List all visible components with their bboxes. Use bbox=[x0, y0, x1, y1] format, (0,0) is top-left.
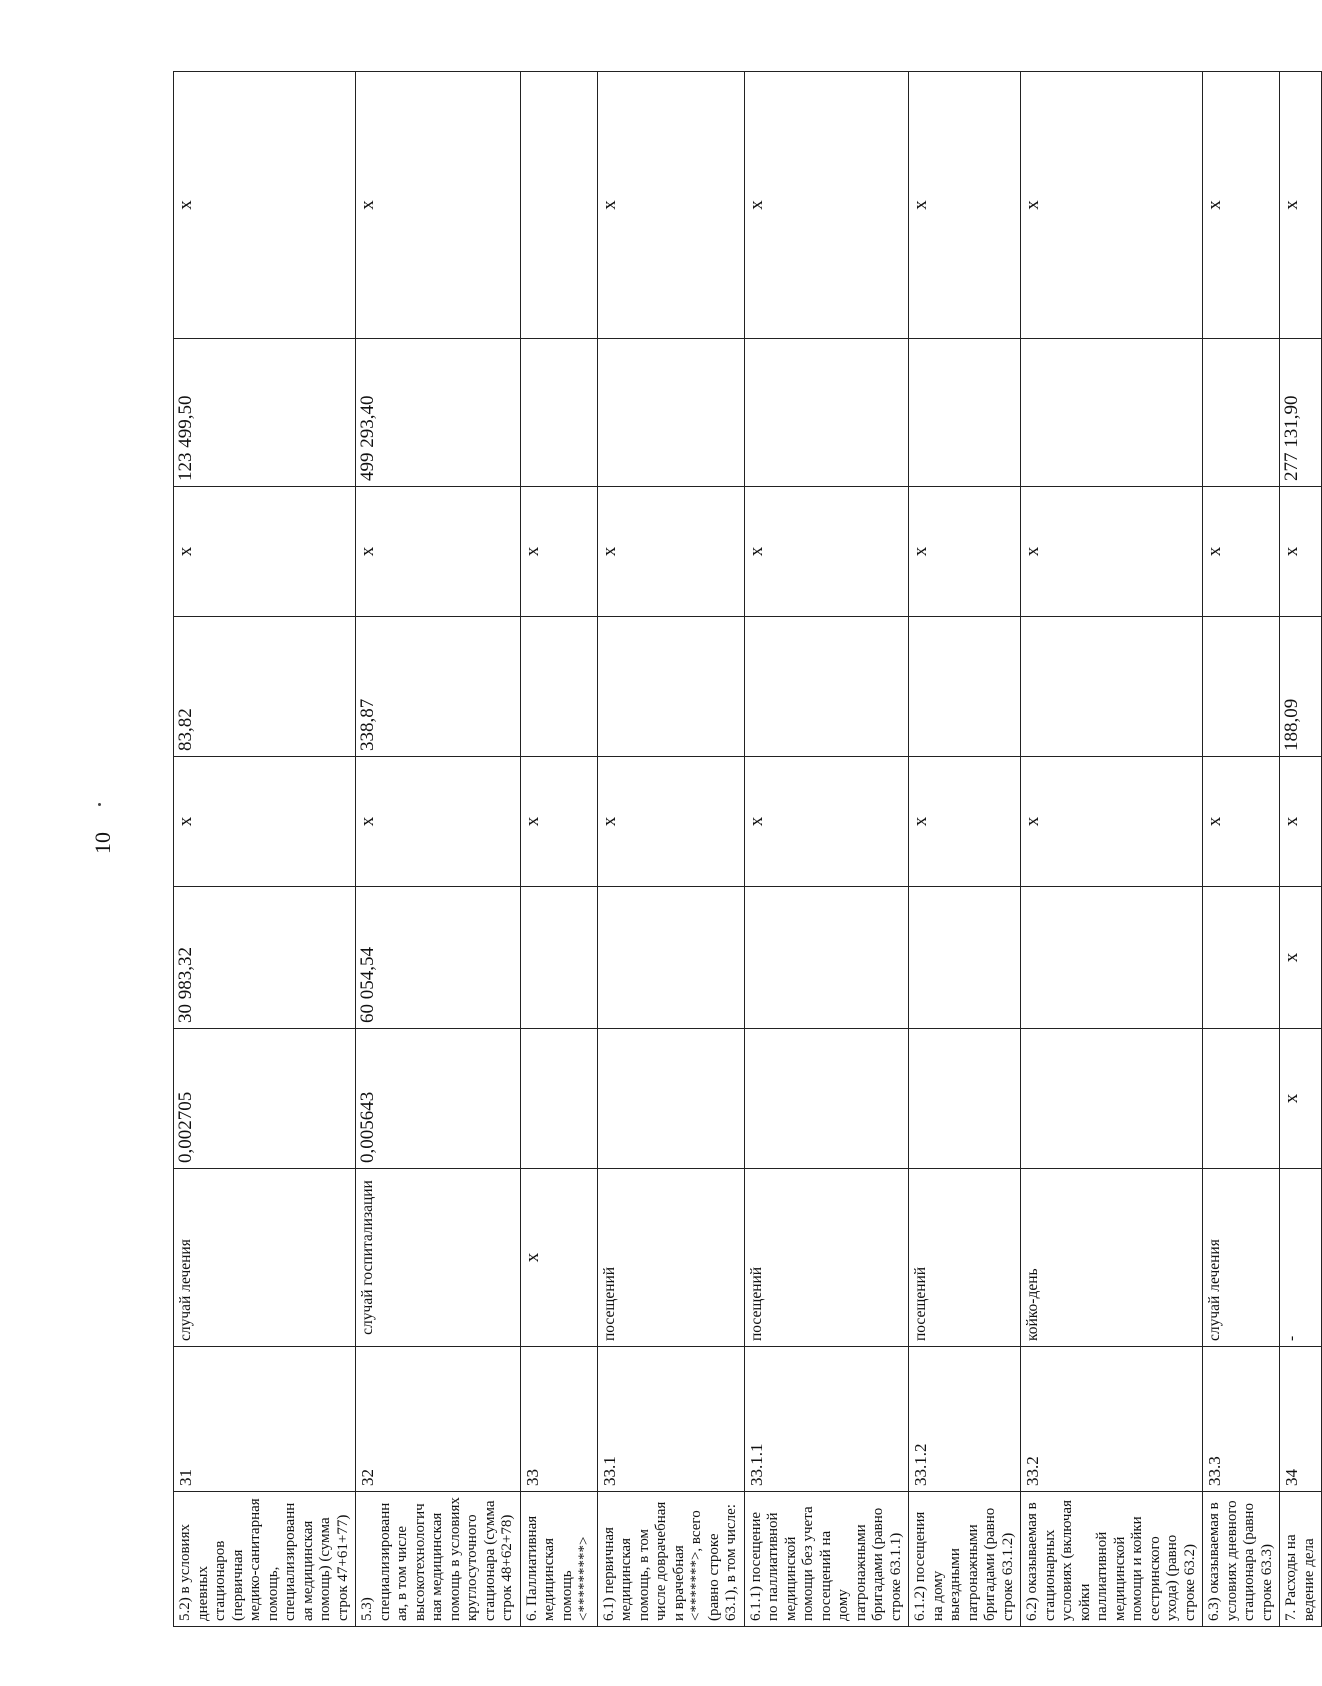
volume-cell bbox=[1021, 1029, 1203, 1169]
share-cell bbox=[520, 72, 597, 339]
volume-cell: х bbox=[1280, 1029, 1322, 1169]
share-cell: х bbox=[174, 72, 356, 339]
table-row bbox=[1021, 72, 1203, 1627]
budget-per-capita-cell: х bbox=[520, 757, 597, 887]
budget-per-capita-cell: х bbox=[1203, 757, 1280, 887]
table-row bbox=[744, 72, 909, 1627]
budget-total-cell: х bbox=[174, 487, 356, 617]
volume-cell: 0,002705 bbox=[174, 1029, 356, 1169]
volume-cell bbox=[744, 1029, 909, 1169]
row-number: 34 bbox=[1280, 1347, 1322, 1492]
budget-per-capita-cell: х bbox=[356, 757, 521, 887]
budget-per-capita-cell: х bbox=[1280, 757, 1322, 887]
unit-cell: случай лечения bbox=[174, 1169, 356, 1347]
share-cell: х bbox=[744, 72, 909, 339]
unit-cell: случай лечения bbox=[1203, 1169, 1280, 1347]
oms-per-capita-cell: 83,82 bbox=[174, 617, 356, 757]
oms-total-cell: 277 131,90 bbox=[1280, 339, 1322, 487]
oms-total-cell: 499 293,40 bbox=[356, 339, 521, 487]
row-number: 33.1 bbox=[597, 1347, 744, 1492]
table-row bbox=[174, 72, 356, 1627]
budget-total-cell: х bbox=[1021, 487, 1203, 617]
row-name: 6. Паллиативная медицинская помощь <*********> bbox=[520, 1492, 597, 1627]
table-row bbox=[520, 72, 597, 1627]
unit-cell: - bbox=[1280, 1169, 1322, 1347]
row-name: 5.2) в условиях дневных стационаров (первичная медико-санитарная помощь, специализированная медицинская помощь) (сумма строк 47+61+77) bbox=[174, 1492, 356, 1627]
oms-total-cell bbox=[597, 339, 744, 487]
cost-cell bbox=[744, 887, 909, 1029]
oms-total-cell bbox=[909, 339, 1021, 487]
volume-cell: 0,005643 bbox=[356, 1029, 521, 1169]
row-number: 33.1.2 bbox=[909, 1347, 1021, 1492]
unit-cell: посещений bbox=[744, 1169, 909, 1347]
volume-cell bbox=[520, 1029, 597, 1169]
oms-total-cell bbox=[744, 339, 909, 487]
row-number: 33.3 bbox=[1203, 1347, 1280, 1492]
share-cell: х bbox=[356, 72, 521, 339]
row-number: 32 bbox=[356, 1347, 521, 1492]
budget-per-capita-cell: х bbox=[744, 757, 909, 887]
row-name: 6.3) оказываемая в условиях дневного стационара (равно строке 63.3) bbox=[1203, 1492, 1280, 1627]
oms-total-cell bbox=[520, 339, 597, 487]
budget-total-cell: х bbox=[597, 487, 744, 617]
row-name: 6.2) оказываемая в стационарных условиях (включая койки паллиативной медицинской помощи и койки сестринского ухода) (равно строке 63.2) bbox=[1021, 1492, 1203, 1627]
table-row bbox=[1203, 72, 1280, 1627]
cost-cell bbox=[520, 887, 597, 1029]
unit-cell: посещений bbox=[597, 1169, 744, 1347]
cost-cell bbox=[1203, 887, 1280, 1029]
row-name: 6.1.2) посещения на дому выездными патронажными бригадами (равно строке 63.1.2) bbox=[909, 1492, 1021, 1627]
row-name: 5.3) специализированная, в том числе высокотехнологичная медицинская помощь в условиях круглосуточного стационара (сумма строк 48+62+78) bbox=[356, 1492, 521, 1627]
volume-cell bbox=[909, 1029, 1021, 1169]
oms-total-cell bbox=[1021, 339, 1203, 487]
table-row bbox=[356, 72, 521, 1627]
cost-cell: 30 983,32 bbox=[174, 887, 356, 1029]
budget-total-cell: х bbox=[520, 487, 597, 617]
budget-total-cell: х bbox=[909, 487, 1021, 617]
share-cell: х bbox=[1203, 72, 1280, 339]
budget-per-capita-cell: х bbox=[597, 757, 744, 887]
oms-per-capita-cell bbox=[1203, 617, 1280, 757]
table-container bbox=[173, 72, 1317, 1627]
row-number: 33 bbox=[520, 1347, 597, 1492]
cost-cell bbox=[909, 887, 1021, 1029]
unit-cell: койко-день bbox=[1021, 1169, 1203, 1347]
table-row bbox=[1280, 72, 1322, 1627]
oms-total-cell: 123 499,50 bbox=[174, 339, 356, 487]
oms-per-capita-cell bbox=[744, 617, 909, 757]
row-name: 6.1) первичная медицинская помощь, в том числе доврачебная и врачебная <*******>, всего (равно строке 63.1), в том числе: bbox=[597, 1492, 744, 1627]
cost-cell: х bbox=[1280, 887, 1322, 1029]
budget-total-cell: х bbox=[744, 487, 909, 617]
share-cell: х bbox=[909, 72, 1021, 339]
unit-cell: х bbox=[520, 1169, 597, 1347]
table-row bbox=[597, 72, 744, 1627]
share-cell: х bbox=[1280, 72, 1322, 339]
table-row bbox=[909, 72, 1021, 1627]
share-cell: х bbox=[597, 72, 744, 339]
cost-cell bbox=[597, 887, 744, 1029]
budget-per-capita-cell: х bbox=[909, 757, 1021, 887]
row-number: 33.2 bbox=[1021, 1347, 1203, 1492]
oms-per-capita-cell bbox=[909, 617, 1021, 757]
budget-total-cell: х bbox=[356, 487, 521, 617]
budget-per-capita-cell: х bbox=[1021, 757, 1203, 887]
budget-total-cell: х bbox=[1280, 487, 1322, 617]
unit-cell: случай госпитализации bbox=[356, 1169, 521, 1347]
row-number: 33.1.1 bbox=[744, 1347, 909, 1492]
oms-per-capita-cell bbox=[1021, 617, 1203, 757]
scan-speck bbox=[98, 803, 101, 806]
volume-cell bbox=[1203, 1029, 1280, 1169]
oms-per-capita-cell bbox=[597, 617, 744, 757]
row-name: 6.1.1) посещение по паллиативной медицинской помощи без учета посещений на дому патронажными бригадами (равно строке 63.1.1) bbox=[744, 1492, 909, 1627]
oms-per-capita-cell: 188,09 bbox=[1280, 617, 1322, 757]
row-number: 31 bbox=[174, 1347, 356, 1492]
financing-table bbox=[173, 71, 1322, 1627]
volume-cell bbox=[597, 1029, 744, 1169]
cost-cell bbox=[1021, 887, 1203, 1029]
page-number: 10 bbox=[90, 832, 115, 854]
cost-cell: 60 054,54 bbox=[356, 887, 521, 1029]
unit-cell: посещений bbox=[909, 1169, 1021, 1347]
budget-per-capita-cell: х bbox=[174, 757, 356, 887]
budget-total-cell: х bbox=[1203, 487, 1280, 617]
row-name: 7. Расходы на ведение дела bbox=[1280, 1492, 1322, 1627]
oms-per-capita-cell bbox=[520, 617, 597, 757]
oms-per-capita-cell: 338,87 bbox=[356, 617, 521, 757]
share-cell: х bbox=[1021, 72, 1203, 339]
oms-total-cell bbox=[1203, 339, 1280, 487]
